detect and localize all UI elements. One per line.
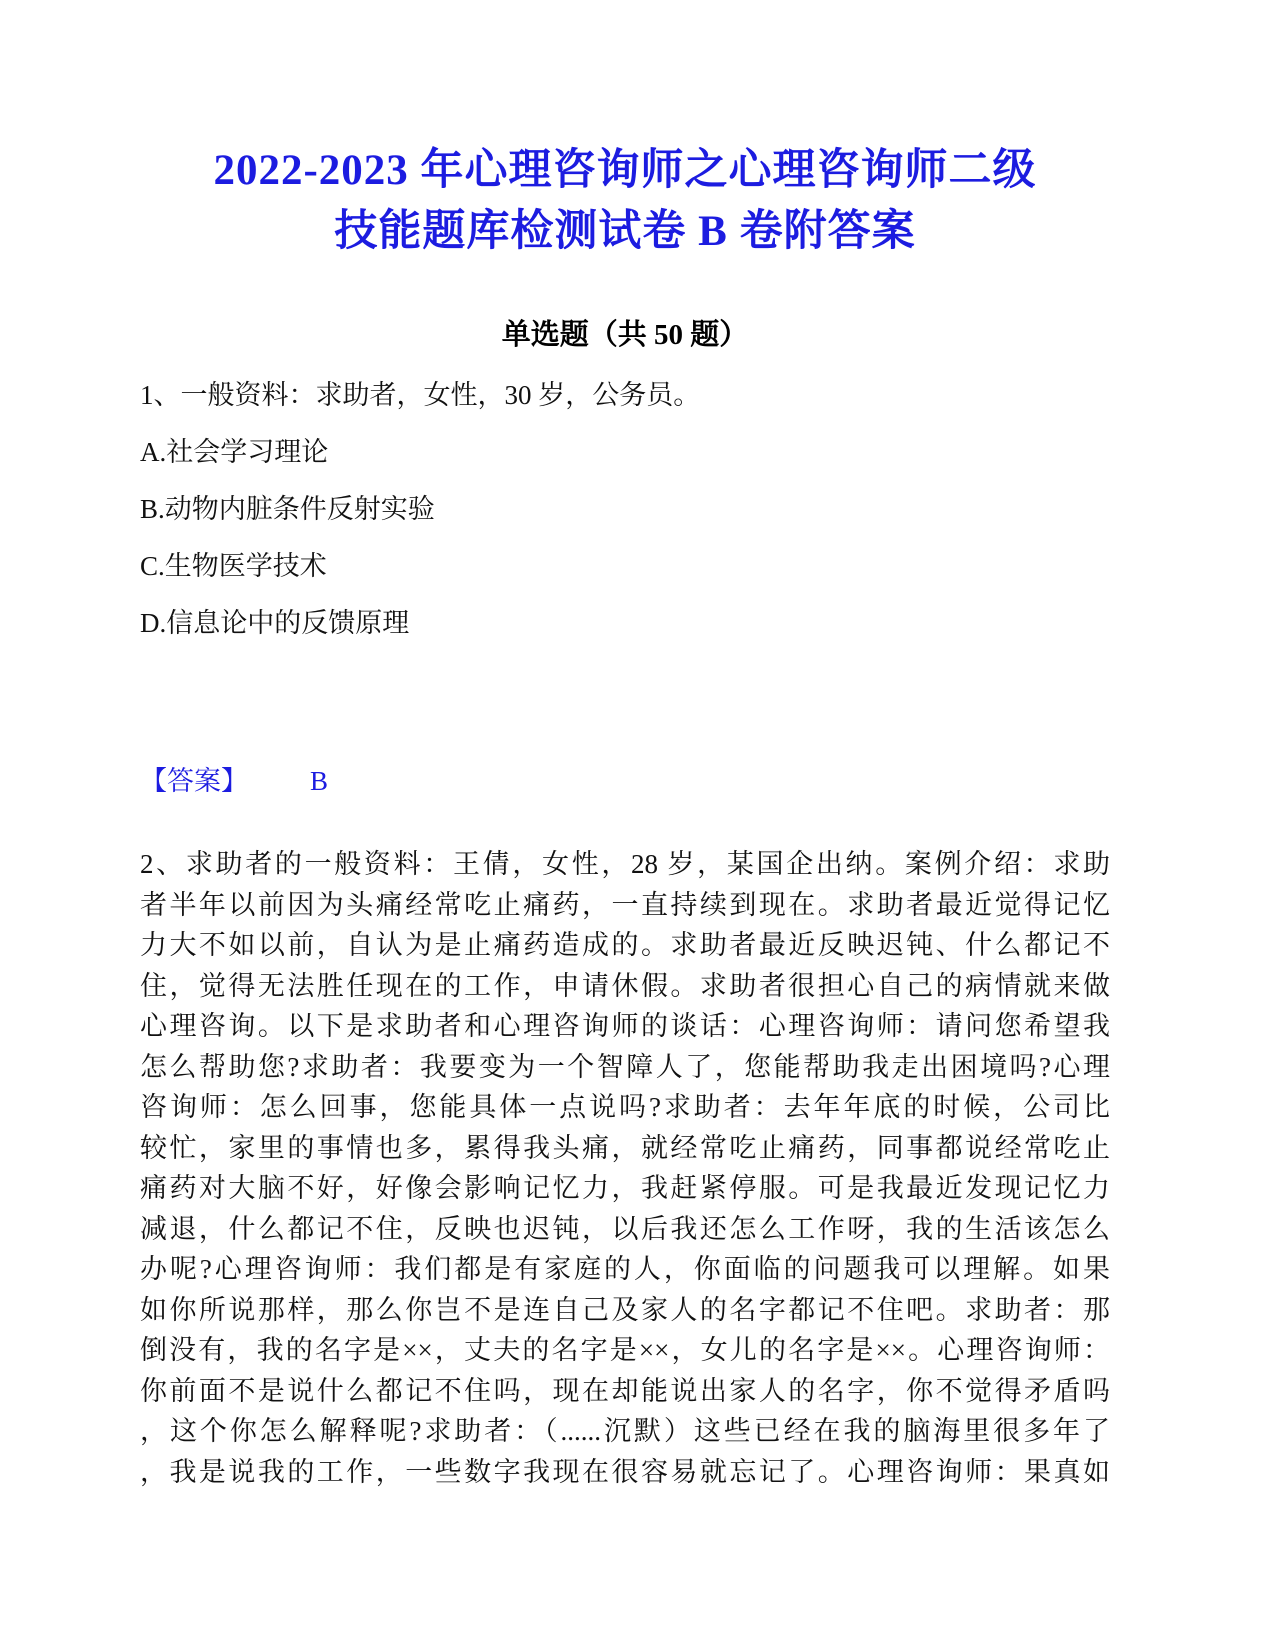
question-2-line-9: 痛药对大脑不好，好像会影响记忆力，我赶紧停服。可是我最近发现记忆力	[140, 1173, 1110, 1203]
question-2-line-8: 较忙，家里的事情也多，累得我头痛，就经常吃止痛药，同事都说经常吃止	[140, 1132, 1110, 1163]
question-2-line-5: 心理咨询。以下是求助者和心理咨询师的谈话：心理咨询师：请问您希望我	[140, 1011, 1110, 1041]
document-title-line2: 技能题库检测试卷 B 卷附答案	[334, 208, 916, 255]
question-1	[140, 379, 1110, 797]
answer-label: 【答案】	[140, 766, 248, 796]
question-2-line-7: 咨询师：怎么回事，您能具体一点说吗?求助者：去年年底的时候，公司比	[140, 1092, 1110, 1122]
question-2-line-10: 减退，什么都记不住，反映也迟钝，以后我还怎么工作呀，我的生活该怎么	[140, 1213, 1110, 1244]
question-2-line-2: 者半年以前因为头痛经常吃止痛药，一直持续到现在。求助者最近觉得记忆	[140, 889, 1110, 920]
question-1-option-d: D.信息论中的反馈原理	[140, 608, 410, 638]
question-2-line-3: 力大不如以前，自认为是止痛药造成的。求助者最近反映迟钝、什么都记不	[140, 930, 1110, 960]
question-2-line-4: 住，觉得无法胜任现在的工作，申请休假。求助者很担心自己的病情就来做	[140, 970, 1110, 1001]
question-1-stem: 1、一般资料：求助者，女性，30 岁，公务员。	[140, 380, 701, 410]
question-2-line-16: ，我是说我的工作，一些数字我现在很容易就忘记了。心理咨询师：果真如	[140, 1456, 1110, 1487]
question-2-line-12: 如你所说那样，那么你岂不是连自己及家人的名字都记不住吧。求助者：那	[140, 1294, 1110, 1325]
question-1-option-b: B.动物内脏条件反射实验	[140, 494, 435, 524]
question-2-line-15: ，这个你怎么解释呢?求助者：（......沉默）这些已经在我的脑海里很多年了	[140, 1416, 1110, 1446]
question-2-line-11: 办呢?心理咨询师：我们都是有家庭的人，你面临的问题我可以理解。如果	[140, 1254, 1110, 1284]
question-1-answer-line	[140, 765, 1110, 797]
question-2	[140, 844, 1110, 1492]
question-1-option-c: C.生物医学技术	[140, 551, 327, 581]
question-1-option-a: A.社会学习理论	[140, 437, 329, 467]
document-title	[140, 140, 1110, 262]
question-2-line-1: 2、求助者的一般资料：王倩，女性，28 岁，某国企出纳。案例介绍：求助	[140, 849, 1110, 879]
question-2-line-6: 怎么帮助您?求助者：我要变为一个智障人了，您能帮助我走出困境吗?心理	[140, 1051, 1110, 1082]
section-heading: 单选题（共 50 题）	[501, 319, 749, 351]
answer-value: B	[310, 766, 329, 796]
question-2-line-14: 你前面不是说什么都记不住吗，现在却能说出家人的名字，你不觉得矛盾吗	[140, 1375, 1110, 1406]
document-title-line1: 2022-2023 年心理咨询师之心理咨询师二级	[213, 147, 1037, 194]
question-2-line-13: 倒没有，我的名字是××，丈夫的名字是××，女儿的名字是××。心理咨询师：	[140, 1335, 1110, 1365]
